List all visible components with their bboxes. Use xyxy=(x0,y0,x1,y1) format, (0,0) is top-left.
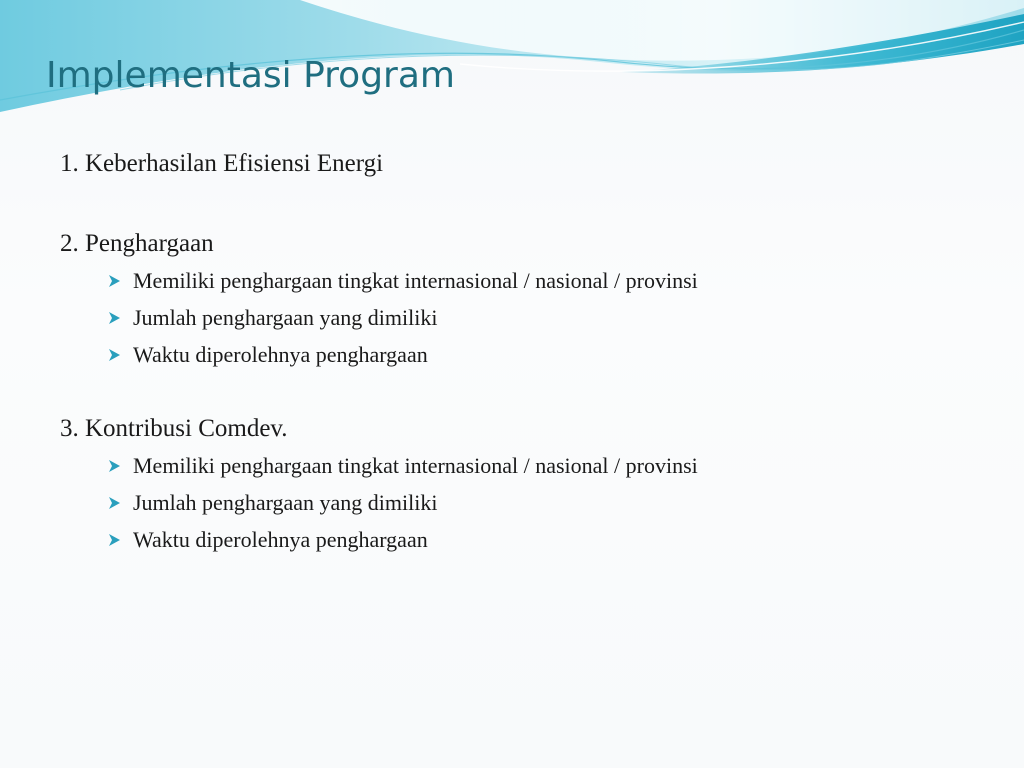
list-item xyxy=(60,262,960,299)
section-3 xyxy=(60,411,960,558)
bullet-text: Memiliki penghargaan tingkat internasional / nasional / provinsi xyxy=(133,268,698,293)
bullet-list xyxy=(60,262,960,373)
section-2 xyxy=(60,226,960,373)
bullet-text: Waktu diperolehnya penghargaan xyxy=(133,342,428,367)
arrow-bullet-icon xyxy=(106,347,122,363)
arrow-bullet-icon xyxy=(106,273,122,289)
bullet-text: Jumlah penghargaan yang dimiliki xyxy=(133,305,438,330)
list-item xyxy=(60,447,960,484)
arrow-bullet-icon xyxy=(106,495,122,511)
slide-title: Implementasi Program xyxy=(46,55,455,96)
slide-content xyxy=(60,146,960,558)
arrow-bullet-icon xyxy=(106,532,122,548)
list-item xyxy=(60,336,960,373)
arrow-bullet-icon xyxy=(106,458,122,474)
section-1 xyxy=(60,146,960,182)
bullet-text: Jumlah penghargaan yang dimiliki xyxy=(133,490,438,515)
bullet-text: Waktu diperolehnya penghargaan xyxy=(133,527,428,552)
list-item xyxy=(60,299,960,336)
list-item xyxy=(60,521,960,558)
section-heading: 3. Kontribusi Comdev. xyxy=(60,415,288,442)
bullet-text: Memiliki penghargaan tingkat internasional / nasional / provinsi xyxy=(133,453,698,478)
list-item xyxy=(60,484,960,521)
section-heading: 1. Keberhasilan Efisiensi Energi xyxy=(60,150,384,177)
arrow-bullet-icon xyxy=(106,310,122,326)
section-heading: 2. Penghargaan xyxy=(60,230,214,257)
bullet-list xyxy=(60,447,960,558)
